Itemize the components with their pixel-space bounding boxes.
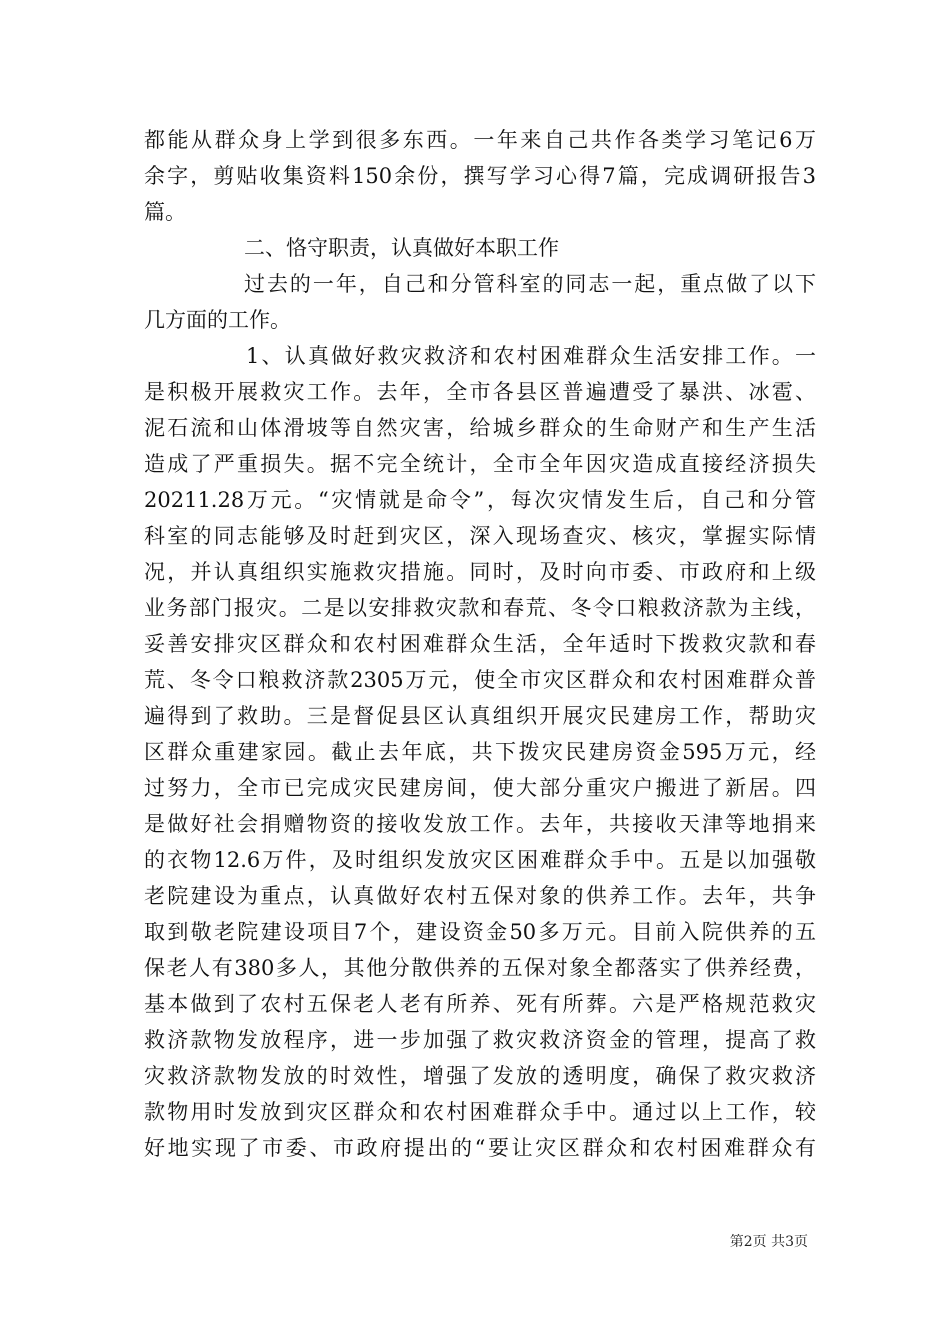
text-line: 老院建设为重点，认真做好农村五保对象的供养工作。去年，共争 xyxy=(144,884,816,908)
text-line: 业务部门报灾。二是以安排救灾款和春荒、冬令口粮救济款为主线， xyxy=(144,596,816,620)
text-line: 20211.28万元。“灾情就是命令”，每次灾情发生后，自己和分管 xyxy=(144,488,816,512)
text-line: 好地实现了市委、市政府提出的“要让灾区群众和农村困难群众有 xyxy=(144,1136,816,1160)
text-line: 篇。 xyxy=(144,200,186,224)
text-line: 救济款物发放程序，进一步加强了救灾救济资金的管理，提高了救 xyxy=(144,1028,816,1052)
text-line: 造成了严重损失。据不完全统计，全市全年因灾造成直接经济损失 xyxy=(144,452,816,476)
text-line: 泥石流和山体滑坡等自然灾害，给城乡群众的生命财产和生产生活 xyxy=(144,416,816,440)
text-line: 遍得到了救助。三是督促县区认真组织开展灾民建房工作，帮助灾 xyxy=(144,704,816,728)
text-line: 过努力，全市已完成灾民建房间，使大部分重灾户搬进了新居。四 xyxy=(144,776,816,800)
section-heading: 二、恪守职责，认真做好本职工作 xyxy=(244,236,559,260)
text-line: 取到敬老院建设项目7个，建设资金50多万元。目前入院供养的五 xyxy=(144,920,816,944)
paragraph-first-line: 过去的一年，自己和分管科室的同志一起，重点做了以下 xyxy=(244,272,816,296)
text-line: 区群众重建家园。截止去年底，共下拨灾民建房资金595万元，经 xyxy=(144,740,816,764)
text-line: 基本做到了农村五保老人老有所养、死有所葬。六是严格规范救灾 xyxy=(144,992,816,1016)
text-line: 荒、冬令口粮救济款2305万元，使全市灾区群众和农村困难群众普 xyxy=(144,668,816,692)
page-number-footer: 第2页 共3页 xyxy=(729,1234,808,1250)
text-line: 妥善安排灾区群众和农村困难群众生活，全年适时下拨救灾款和春 xyxy=(144,632,816,656)
text-line: 的衣物12.6万件，及时组织发放灾区困难群众手中。五是以加强敬 xyxy=(144,848,816,872)
text-line: 是积极开展救灾工作。去年，全市各县区普遍遭受了暴洪、冰雹、 xyxy=(144,380,816,404)
text-line: 科室的同志能够及时赶到灾区，深入现场查灾、核灾，掌握实际情 xyxy=(144,524,816,548)
text-line: 都能从群众身上学到很多东西。一年来自己共作各类学习笔记6万 xyxy=(144,128,816,152)
text-line: 是做好社会捐赠物资的接收发放工作。去年，共接收天津等地捐来 xyxy=(144,812,816,836)
text-line: 保老人有380多人，其他分散供养的五保对象全都落实了供养经费， xyxy=(144,956,816,980)
text-line: 款物用时发放到灾区群众和农村困难群众手中。通过以上工作，较 xyxy=(144,1100,816,1124)
text-line: 况，并认真组织实施救灾措施。同时，及时向市委、市政府和上级 xyxy=(144,560,816,584)
text-line: 灾救济款物发放的时效性，增强了发放的透明度，确保了救灾救济 xyxy=(144,1064,816,1088)
text-line: 余字，剪贴收集资料150余份，撰写学习心得7篇，完成调研报告3 xyxy=(144,164,816,188)
text-line: 几方面的工作。 xyxy=(144,308,291,332)
paragraph-first-line: 1、认真做好救灾救济和农村困难群众生活安排工作。一 xyxy=(246,344,816,368)
